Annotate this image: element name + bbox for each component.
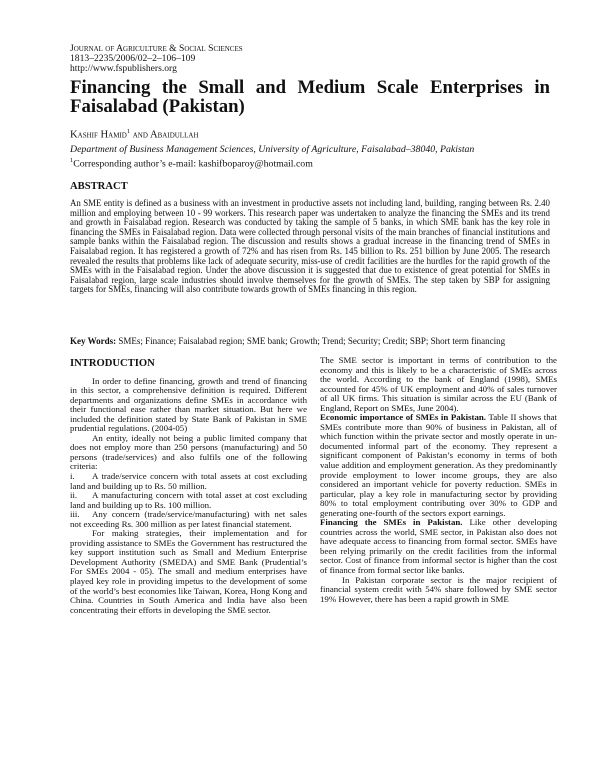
criteria-text-3: Any concern (trade/service/manufacturing) with net sales not exceeding Rs. 300 million as per latest financial statement. (70, 509, 307, 529)
author-1-marker: 1 (126, 128, 131, 135)
affiliation: Department of Business Management Sciences, University of Agriculture, Faisalabad–38040, Pakistan (70, 143, 475, 155)
corresponding-author (70, 155, 550, 169)
paper-header (70, 44, 550, 169)
corresponding-marker: 1 (70, 156, 74, 164)
economic-importance-heading: Economic importance of SMEs in Pakistan. (320, 412, 487, 423)
right-column (320, 356, 557, 604)
corresponding-text: Corresponding author’s e-mail: kashifboparoy@hotmail.com (73, 157, 313, 169)
financing-smes-text: Like other developing countries across the world, SME sector, in Pakistan also does not have adequate access to financing from formal sector. SMEs have been relying primarily on the credit facilities from the informal sector. Cost of finance from informal sector is higher than the cost of finance from formal sector like banks. (320, 517, 558, 576)
journal-url[interactable]: http://www.fspublishers.org (70, 63, 177, 74)
author-1: Kashif Hamid (70, 129, 127, 141)
left-column (70, 356, 307, 615)
intro-paragraph-1: In order to define financing, growth and trend of financing in this sector, a comprehensive definition is required. Different departments and organizations define SMEs in accordance with their functional ease rather than market situation. But here we included the definition stated by State Bank of Pakistan in SME prudential regulations. (2004-05) (70, 375, 307, 434)
keywords (70, 336, 550, 346)
criteria-text-2: A manufacturing concern with total asset at cost excluding land and building up to Rs. 100 million. (70, 490, 307, 510)
keywords-text: SMEs; Finance; Faisalabad region; SME bank; Growth; Trend; Security; Credit; SBP; Short term financing (116, 336, 506, 346)
abstract-heading: ABSTRACT (70, 181, 128, 192)
author-conjunction: and (130, 129, 150, 141)
criteria-marker-1: i. (70, 471, 75, 482)
financing-smes-heading: Financing the SMEs in Pakistan. (320, 517, 463, 528)
journal-name: Journal of Agriculture & Social Sciences (70, 43, 243, 54)
abstract-text: An SME entity is defined as a business with an investment in productive assets not including land, building, ranging between Rs. 2.40 million and employing between 10 - 99 workers. This research paper was undertaken to analyze the financing the SMEs and its trend and growth in Faisalabad region. Research was conducted by taking the sample of 5 banks, in which SME bank has the key role in financing the SMEs in Faisalabad region. Data were collected through personal visits of the main branches of financial institutions and sample banks within the Faisalabad region. The discussion and results shows a gradual increase in the financing trend of SMEs in Faisalabad region. It has registered a growth of 72% and has risen from Rs. 145 billion to Rs. 251 billion by June 2005. The research revealed the results that problems like lack of adequate security, miss-use of credit facilities are the hurdles for the rapid growth of the SMEs with in the Faisalabad region. Under the above discussion it is suggested that due to existence of great potential for SMEs in Faisalabad region, large scale industries should involve themselves for the growth of SMEs. The step taken by SBP for assigning targets for SMEs, financing will also contribute towards growth of SMEs financing in this region. (70, 198, 550, 295)
paper-title: Financing the Small and Medium Scale Enterprises in Faisalabad (Pakistan) (70, 77, 550, 117)
right-paragraph-4: In Pakistan corporate sector is the major recipient of financial system credit with 54% share followed by SME sector 19% However, there has been a rapid growth in SME (320, 574, 557, 604)
criteria-marker-2: ii. (70, 490, 78, 501)
right-paragraph-1: The SME sector is important in terms of contribution to the economy and this is likely to be a characteristic of SMEs across the world. According to the bank of England (1998), SMEs accounted for 45% of UK employment and 40% of sales turnover of all UK firms. This situation is similar across the EU (Bank of England, Report on SMEs, June 2004). (320, 355, 557, 413)
author-line (70, 126, 550, 142)
keywords-label: Key Words: (70, 336, 117, 346)
criteria-item-3 (70, 510, 307, 529)
issn-line: 1813–2235/2006/02–2–106–109 (70, 53, 196, 64)
author-2: Abaidullah (149, 129, 199, 141)
criteria-item-2 (70, 491, 307, 510)
criteria-item-1 (70, 472, 307, 491)
criteria-marker-3: iii. (70, 509, 80, 520)
financing-smes-paragraph (320, 518, 557, 575)
economic-importance-text: Table II shows that SMEs contribute more than 90% of business in Pakistan, all of which function within the private sector and mostly operate in un-documented informal part of the economy. They represent a significant component of Pakistan’s economy in terms of both value addition and employment generation. As they predominantly provide employment to lower income groups, they are also considered an important vehicle for poverty reduction. SMEs in particular, play a key role in manufacturing sector by providing 80% to total employment contributing over 30% to GDP and generating one-fourth of the sectors export earnings. (320, 412, 557, 518)
intro-paragraph-2: An entity, ideally not being a public limited company that does not employ more than 250 persons (manufacturing) and 50 persons (trade/services) and also fulfils one of the following criteria: (70, 432, 307, 472)
economic-importance-paragraph (320, 413, 557, 518)
intro-paragraph-3: For making strategies, their implementation and for providing assistance to SMEs the Government has restructured the key support institution such as Small and Medium Enterprise Development Authority (SMEDA) and SME Bank (Prudential’s For SMEs 2004 - 05). The small and medium enterprises have played key role in providing impetus to the development of some of the world’s best economies like Taiwan, Korea, Hong Kong and China. Countries in South America and India have also been concentrating their efforts in developing the SME sector. (70, 528, 307, 615)
criteria-text-1: A trade/service concern with total assets at cost excluding land and building up to Rs. 50 million. (70, 471, 307, 491)
introduction-heading: INTRODUCTION (70, 358, 155, 369)
